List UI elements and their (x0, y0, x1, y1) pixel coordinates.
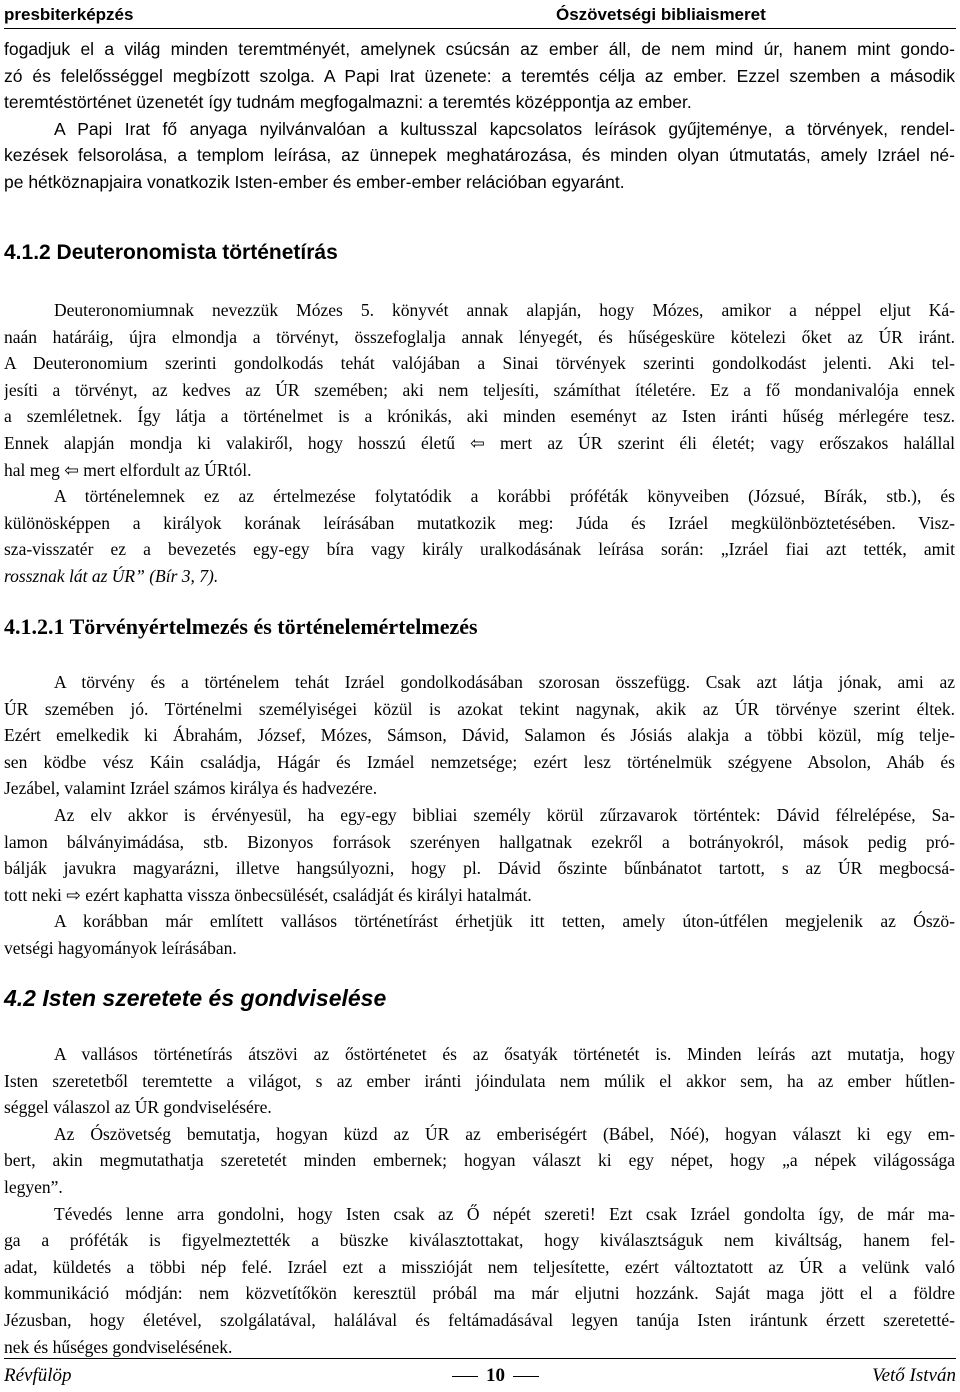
text-line: séggel válaszol az ÚR gondviselésére. (4, 1097, 272, 1118)
text-line: kommunikáció módján: nem közvetítőkön keresztül próbál ma már eljutni hozzánk. Saját maga jött el a földre (4, 1283, 955, 1304)
text-line: Az Ószövetség bemutatja, hogyan küzd az ÚR az emberiségért (Bábel, Nóé), hogyan választ ki egy em- (54, 1123, 955, 1144)
text-line: fogadjuk el a világ minden teremtményét, amelynek csúcsán az ember áll, de nem mind úr, hanem mint gondo- (4, 39, 955, 59)
text-line: Tévedés lenne arra gondolni, hogy Isten csak az Ő népét szereti! Ezt csak Izráel gondolta így, de már ma- (54, 1203, 955, 1224)
text-line: bálják javukra magyarázni, illetve hangsúlyozni, hogy pl. Dávid őszinte bűnbánatot tartott, s az ÚR megbocsá- (4, 858, 955, 879)
running-footer (4, 1358, 956, 1389)
text-line: rossznak lát az ÚR” (Bír 3, 7). (4, 565, 219, 586)
text-line: Jezábel, valamint Izráel számos királya és hadvezére. (4, 778, 378, 799)
text-line: legyen”. (4, 1176, 63, 1197)
footer-author: Vető István (872, 1365, 956, 1386)
text-line: A Deuteronomium szerinti gondolkodás tehát valójában a Sinai törvények szerinti gondolkodást jelenti. Aki tel- (4, 353, 955, 374)
deuteronomium-paragraph (4, 297, 955, 590)
text-line: ga a próféták is figyelmeztették a büszke kiválasztottakat, hogy kiválasztságuk nem kiváltság, hanem fel- (4, 1230, 955, 1251)
text-line: Ezért emelkedik ki Ábrahám, József, Mózes, Sámson, Dávid, Salamon és Jósiás alakja a többi közül, míg telje- (4, 725, 955, 746)
text-line: kezések felsorolása, a templom leírása, az ünnepek meghatározása, és minden olyan útmutatás, amely Izráel né- (4, 145, 955, 166)
text-line: Isten szeretetből teremtette a világot, s az ember iránti jóindulata nem múlik el akkor sem, ha az ember hűtlen- (4, 1070, 955, 1091)
text-line: hal meg ⇦ mert elfordult az ÚRtól. (4, 459, 252, 480)
footer-place: Révfülöp (4, 1365, 72, 1386)
text-line: tott neki ⇨ ezért kaphatta vissza önbecsülését, családját és királyi hatalmát. (4, 884, 532, 905)
text-line: A törvény és a történelem tehát Izráel gondolkodásában szorosan összefügg. Csak azt látja jónak, ami az (54, 672, 955, 692)
text-line: Deuteronomiumnak nevezzük Mózes 5. könyvét annak alapján, hogy Mózes, amikor a néppel eljut Ká- (54, 300, 955, 320)
text-line: A Papi Irat fő anyaga nyilvánvalóan a kultusszal kapcsolatos leírások gyűjteménye, a törvények, rendel- (54, 118, 955, 139)
text-line: sza-visszatér ez a bevezetés egy-egy bíra vagy király uralkodásának leírása során: „Izráel fiai azt tették, amit (4, 539, 955, 560)
text-line: bert, akin megmutathatja szeretetét minden embernek; hogyan választ ki egy népet, hogy „a népek világossága (4, 1150, 955, 1171)
page-number: 10 (444, 1365, 547, 1387)
text-line: jesíti a törvényt, az kedves az ÚR szemében; aki nem teljesíti, számíthat ítéletére. Ez a fő mondanivalója ennek (4, 379, 955, 400)
text-line: A történelemnek ez az értelmezése folytatódik a korábbi próféták könyveiben (Józsué, Bírák, stb.), és (54, 486, 955, 507)
text-line: naán határáig, újra elmondja a törvényt, összefoglalja annak lényegét, és hűségesküre kötelezi őket az ÚR iránt. (4, 326, 955, 347)
text-line: lamon bálványimádása, stb. Bizonyos források szerényen hallgatnak ezekről a botrányokról, mások pedig pró- (4, 831, 955, 852)
text-line: adat, küldetés a többi nép felé. Izráel ezt a misszióját nem teljesítette, ezért változtatott az ÚR a velünk való (4, 1256, 955, 1277)
text-line: sen ködbe vész Káin családja, Hágár és Izmáel nemzetsége; ezért lesz történelmük szégyene Absolon, Aháb és (4, 751, 955, 772)
text-line: Az elv akkor is érvényesül, ha egy-egy bibliai személy körül zűrzavarok történtek: Dávid félrelépése, Sa- (54, 804, 955, 825)
text-line: Jézusban, hogy életével, szolgálatával, halálával és feltámadásával legyen tanúja Isten irántunk érzett szeretetté- (4, 1309, 955, 1330)
text-line: zó és felelősséggel megbízott szolga. A Papi Irat üzenete: a teremtés célja az ember. Ezzel szemben a második (4, 65, 955, 86)
header-subject: Ószövetségi bibliaismeret (556, 5, 766, 24)
text-line: A korábban már említett vallásos történetírást érhetjük itt tetten, amely úton-útfélen megjelenik az Ószö- (54, 911, 955, 932)
text-line: pe hétköznapjaira vonatkozik Isten-ember és ember-ember relációban egyaránt. (4, 171, 625, 192)
text-line: vetségi hagyományok leírásában. (4, 937, 237, 958)
section-heading-4-1-2: 4.1.2 Deuteronomista történetírás (4, 241, 338, 264)
text-line: nek és hűséges gondviselésének. (4, 1336, 233, 1357)
text-line: teremtéstörténet üzenetét így tudnám megfogalmazni: a teremtés középpontja az ember. (4, 92, 692, 113)
isten-szeretete-paragraph (4, 1041, 955, 1360)
intro-paragraph (4, 36, 955, 196)
text-line: különösképpen a királyok korának leírásában mutatkozik meg: Júda és Izráel megkülönböztetésében. Visz- (4, 512, 955, 533)
text-line: A vallásos történetírás átszövi az őstörténetet és az ősatyák történetét is. Minden leírás azt mutatja, hogy (54, 1044, 955, 1064)
section-heading-4-2: 4.2 Isten szeretete és gondviselése (4, 985, 387, 1011)
text-line: a szemléletnek. Így látja a történelmet is a krónikás, aki minden eseményt az Isten iránti hűség mérlegére tesz. (4, 406, 955, 427)
text-line: ÚR szemében jó. Történelmi személyiségei közül is azokat tekint nagynak, akik az ÚR törvénye szerint éltek. (4, 698, 955, 719)
torvenyertelmezes-paragraph (4, 669, 955, 962)
text-line: Ennek alapján mondja ki valakiről, hogy hosszú életű ⇦ mert az ÚR szerint éli életét; vagy erőszakos halállal (4, 432, 955, 453)
section-heading-4-1-2-1: 4.1.2.1 Törvényértelmezés és történelemértelmezés (4, 614, 478, 639)
running-header (4, 2, 956, 29)
header-course: presbiterképzés (4, 5, 134, 24)
